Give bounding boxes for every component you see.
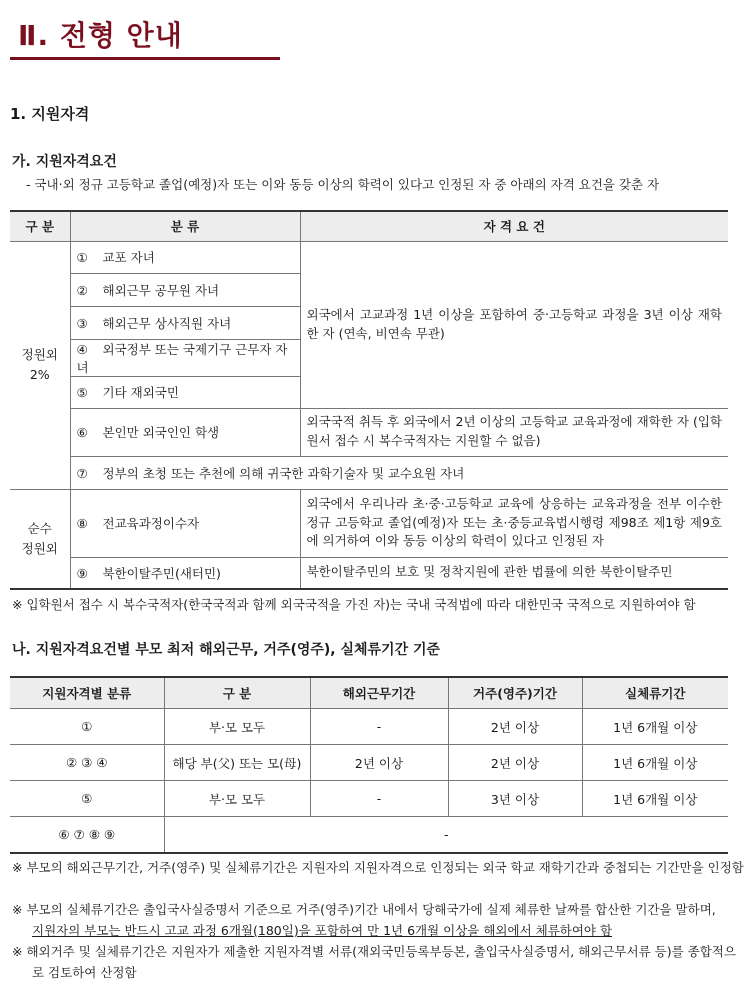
subsection-heading-parent-periods: 나. 지원자격요건별 부모 최저 해외근무, 거주(영주), 실체류기간 기준 xyxy=(12,642,441,658)
table-row xyxy=(10,709,728,745)
requirement-cell-6: 외국국적 취득 후 외국에서 2년 이상의 고등학교 교육과정에 재학한 자 (입학원서 접수 시 복수국적자는 지원할 수 없음) xyxy=(300,408,728,456)
col-header-category: 구 분 xyxy=(10,211,70,241)
table-row xyxy=(10,489,728,557)
table-row xyxy=(10,408,728,456)
cell: ⑥ ⑦ ⑧ ⑨ xyxy=(10,817,164,854)
table-row xyxy=(10,241,728,273)
classification-cell: ⑨ 북한이탈주민(새터민) xyxy=(70,557,300,589)
table-row xyxy=(10,781,728,817)
requirement-cell-1-5: 외국에서 고교과정 1년 이상을 포함하여 중‧고등학교 과정을 3년 이상 재학한 자 (연속, 비연속 무관) xyxy=(300,241,728,408)
classification-cell: ③ 해외근무 상사직원 자녀 xyxy=(70,306,300,339)
cell: - xyxy=(310,781,448,817)
note-actual-stay-b: 지원자의 부모는 반드시 고교 과정 6개월(180일)을 포함하여 만 1년 6개월 이상을 해외에서 체류하여야 함 xyxy=(32,923,613,938)
cell: 2년 이상 xyxy=(448,709,582,745)
classification-cell: ① 교포 자녀 xyxy=(70,241,300,273)
col-header-residence: 거주(영주)기간 xyxy=(448,677,582,709)
requirements-intro: - 국내‧외 정규 고등학교 졸업(예정)자 또는 이와 동등 이상의 학력이 있다고 인정된 자 중 아래의 자격 요건을 갖춘 자 xyxy=(26,177,660,192)
requirement-cell-8: 외국에서 우리나라 초·중·고등학교 교육에 상응하는 교육과정을 전부 이수한 정규 고등학교 졸업(예정)자 또는 초·중등교육법시행령 제98조 제1항 제9호에 의거하여 이와 동등 이상의 학력이 있다고 인정된 자 xyxy=(300,489,728,557)
col-header-actual-stay: 실체류기간 xyxy=(582,677,728,709)
cell: 1년 6개월 이상 xyxy=(582,745,728,781)
section-heading-qualification: 1. 지원자격 xyxy=(10,105,90,123)
cell: 1년 6개월 이상 xyxy=(582,781,728,817)
note-overlap-period: ※ 부모의 해외근무기간, 거주(영주) 및 실체류기간은 지원자의 지원자격으로 인정되는 외국 학교 재학기간과 중첩되는 기간만을 인정함 xyxy=(12,860,744,875)
group-label-pure-extra: 순수 정원외 xyxy=(10,489,70,589)
cell: 2년 이상 xyxy=(448,745,582,781)
col-header-division: 구 분 xyxy=(164,677,310,709)
cell: 1년 6개월 이상 xyxy=(582,709,728,745)
cell: ① xyxy=(10,709,164,745)
col-header-qualification-class: 지원자격별 분류 xyxy=(10,677,164,709)
classification-cell: ⑤ 기타 재외국민 xyxy=(70,376,300,408)
cell: - xyxy=(310,709,448,745)
cell: 3년 이상 xyxy=(448,781,582,817)
cell: - xyxy=(164,817,728,854)
title-underline xyxy=(10,57,280,60)
table-header-row xyxy=(10,677,728,709)
classification-cell: ⑧ 전교육과정이수자 xyxy=(70,489,300,557)
cell: 2년 이상 xyxy=(310,745,448,781)
table-row xyxy=(10,456,728,489)
table-header-row xyxy=(10,211,728,241)
dual-nationality-note: ※ 입학원서 접수 시 복수국적자(한국국적과 함께 외국국적을 가진 자)는 국내 국적법에 따라 대한민국 국적으로 지원하여야 함 xyxy=(12,597,696,612)
classification-cell: ⑥ 본인만 외국인인 학생 xyxy=(70,408,300,456)
note-actual-stay-a: ※ 부모의 실체류기간은 출입국사실증명서 기준으로 거주(영주)기간 내에서 당해국가에 실제 체류한 날짜를 합산한 기간을 말하며, xyxy=(12,902,716,917)
table-row xyxy=(10,817,728,854)
qualification-table xyxy=(10,210,728,590)
group-label-extra-2pct: 정원외 2% xyxy=(10,241,70,489)
cell: ② ③ ④ xyxy=(10,745,164,781)
cell: 부‧모 모두 xyxy=(164,781,310,817)
table-row xyxy=(10,557,728,589)
requirement-cell-9: 북한이탈주민의 보호 및 정착지원에 관한 법률에 의한 북한이탈주민 xyxy=(300,557,728,589)
col-header-requirement: 자 격 요 건 xyxy=(300,211,728,241)
cell: 해당 부(父) 또는 모(母) xyxy=(164,745,310,781)
page-title: Ⅱ. 전형 안내 xyxy=(18,19,183,52)
cell: ⑤ xyxy=(10,781,164,817)
classification-cell: ② 해외근무 공무원 자녀 xyxy=(70,273,300,306)
col-header-overseas-work: 해외근무기간 xyxy=(310,677,448,709)
parent-period-table xyxy=(10,676,728,854)
subsection-heading-requirements: 가. 지원자격요건 xyxy=(12,154,117,170)
classification-cell: ⑦ 정부의 초청 또는 추천에 의해 귀국한 과학기술자 및 교수요원 자녀 xyxy=(70,456,728,489)
note-document-review: ※ 해외거주 및 실체류기간은 지원자가 제출한 지원자격별 서류(재외국민등록부등본, 출입국사실증명서, 해외근무서류 등)를 종합적으로 검토하여 산정함 xyxy=(12,944,736,981)
table-row xyxy=(10,745,728,781)
classification-cell: ④ 외국정부 또는 국제기구 근무자 자녀 xyxy=(70,339,300,376)
cell: 부‧모 모두 xyxy=(164,709,310,745)
col-header-classification: 분 류 xyxy=(70,211,300,241)
